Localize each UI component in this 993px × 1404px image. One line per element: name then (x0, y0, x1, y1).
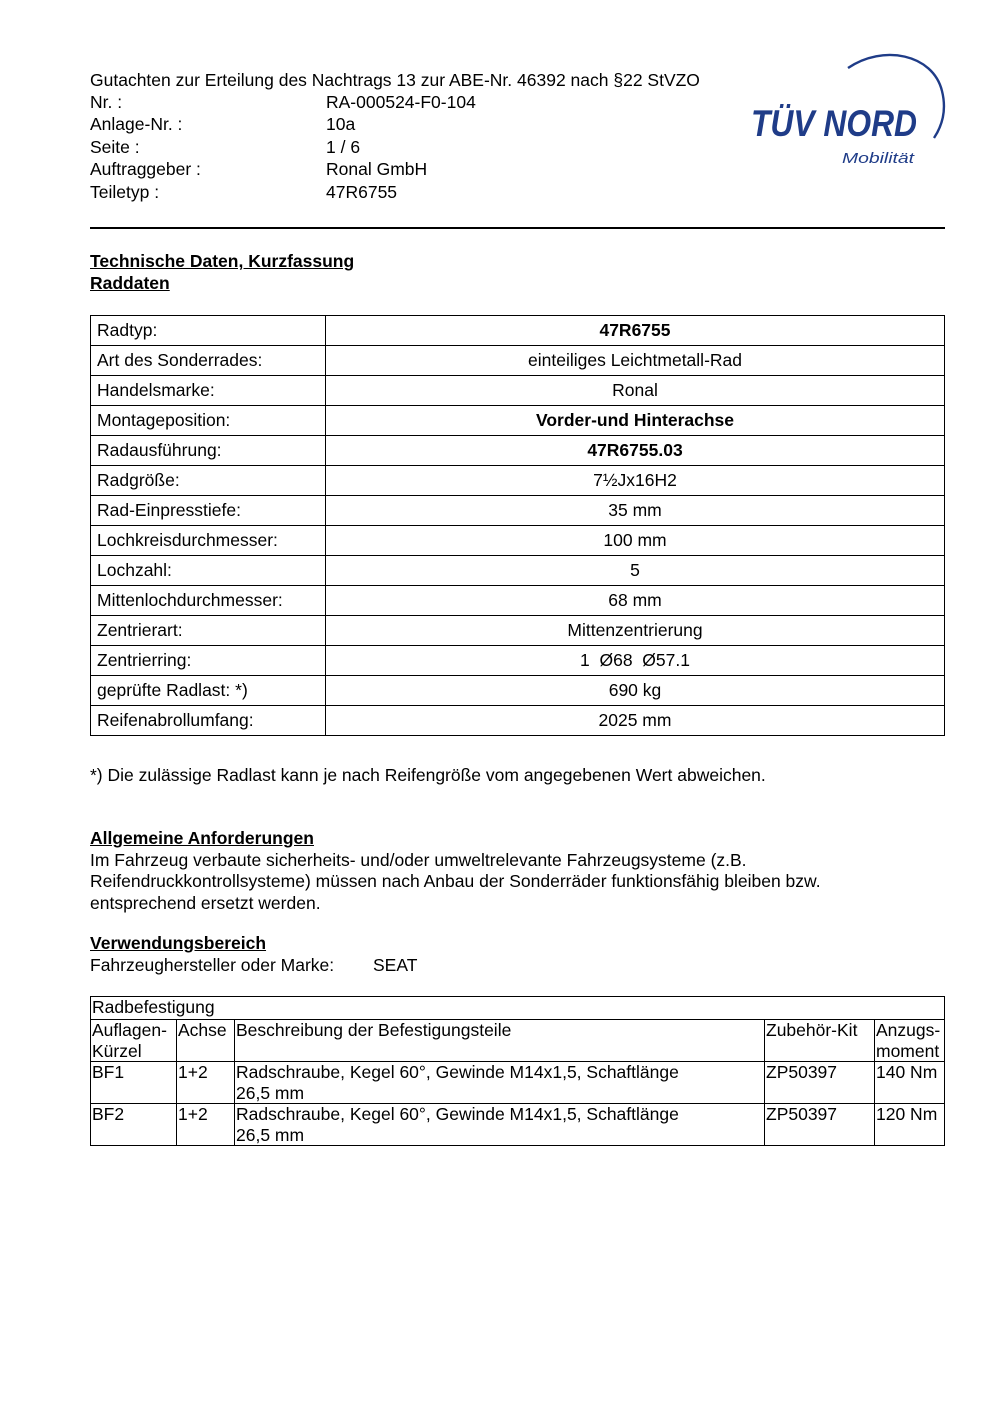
header-line: moment (876, 1040, 940, 1061)
header-field-value: 47R6755 (326, 181, 398, 202)
row-value: 1 Ø68 Ø57.1 (326, 646, 945, 676)
cell-description (235, 1062, 765, 1104)
table-row (91, 616, 945, 646)
row-label: Radausführung: (91, 436, 326, 466)
table-row (91, 316, 945, 346)
header-field-label: Nr. : (90, 91, 123, 112)
row-label: Montageposition: (91, 406, 326, 436)
header-line: Beschreibung der Befestigungsteile (236, 1020, 512, 1040)
row-value: Mittenzentrierung (326, 616, 945, 646)
section-heading-technical: Technische Daten, Kurzfassung (90, 251, 355, 271)
table-row (91, 346, 945, 376)
description-line: Radschraube, Kegel 60°, Gewinde M14x1,5, Schaftlänge (236, 1062, 679, 1082)
paragraph-line: Im Fahrzeug verbaute sicherheits- und/oder umweltrelevante Fahrzeugsysteme (z.B. (90, 849, 747, 870)
table-title: Radbefestigung (91, 997, 945, 1020)
row-label: Radtyp: (91, 316, 326, 346)
row-label: Radgröße: (91, 466, 326, 496)
table-row (91, 466, 945, 496)
header-field-label: Teiletyp : (90, 181, 160, 202)
table-row (91, 646, 945, 676)
wheel-fastening-table (90, 996, 945, 1146)
row-value: 47R6755.03 (326, 436, 945, 466)
general-requirements-section (90, 828, 945, 914)
description-line: 26,5 mm (236, 1124, 305, 1145)
row-value: 68 mm (326, 586, 945, 616)
row-value: 35 mm (326, 496, 945, 526)
table-row (91, 556, 945, 586)
row-value: einteiliges Leichtmetall-Rad (326, 346, 945, 376)
header-line: Achse (178, 1020, 227, 1040)
row-label: Lochkreisdurchmesser: (91, 526, 326, 556)
row-label: geprüfte Radlast: *) (91, 676, 326, 706)
row-value: Vorder-und Hinterachse (326, 406, 945, 436)
header-line: Kürzel (92, 1040, 142, 1061)
table-row (91, 1104, 945, 1146)
header-field-value: 1 / 6 (326, 136, 361, 157)
row-label: Lochzahl: (91, 556, 326, 586)
logo-tagline: Mobilität (842, 150, 916, 167)
table-row (91, 1062, 945, 1104)
table-row (91, 496, 945, 526)
cell-code: BF2 (91, 1104, 177, 1146)
column-header-code (91, 1020, 177, 1062)
cell-kit: ZP50397 (765, 1104, 875, 1146)
row-label: Handelsmarke: (91, 376, 326, 406)
cell-description (235, 1104, 765, 1146)
row-value: Ronal (326, 376, 945, 406)
row-value: 5 (326, 556, 945, 586)
column-header-description (235, 1020, 765, 1062)
logo-brand: TÜV NORD (751, 103, 917, 144)
column-header-torque (875, 1020, 945, 1062)
cell-torque: 120 Nm (875, 1104, 945, 1146)
header-field-teiletyp (90, 182, 945, 205)
header-field-label: Auftraggeber : (90, 159, 201, 179)
table-title-row (91, 997, 945, 1020)
row-value: 690 kg (326, 676, 945, 706)
section-heading-usage: Verwendungsbereich (90, 933, 267, 953)
row-label: Zentrierart: (91, 616, 326, 646)
cell-axle: 1+2 (177, 1062, 235, 1104)
table-row (91, 676, 945, 706)
row-label: Mittenlochdurchmesser: (91, 586, 326, 616)
header-field-value: Ronal GmbH (326, 159, 428, 179)
column-header-kit (765, 1020, 875, 1062)
table-row (91, 376, 945, 406)
table-row (91, 586, 945, 616)
header-field-label: Anlage-Nr. : (90, 114, 183, 134)
header-line: Auflagen- (92, 1020, 167, 1040)
column-header-axle (177, 1020, 235, 1062)
header-line: Anzugs- (876, 1020, 941, 1040)
document-title: Gutachten zur Erteilung des Nachtrags 13 zur ABE-Nr. 46392 nach §22 StVZO (90, 70, 700, 90)
row-label: Zentrierring: (91, 646, 326, 676)
description-line: Radschraube, Kegel 60°, Gewinde M14x1,5, Schaftlänge (236, 1104, 679, 1124)
row-value: 100 mm (326, 526, 945, 556)
vehicle-maker-value: SEAT (373, 954, 418, 975)
header-field-value: 10a (326, 114, 356, 134)
section-heading-raddaten: Raddaten (90, 272, 170, 293)
section-heading-general: Allgemeine Anforderungen (90, 828, 314, 848)
table-row (91, 526, 945, 556)
header-line: Zubehör-Kit (766, 1020, 858, 1040)
cell-code: BF1 (91, 1062, 177, 1104)
table-row (91, 406, 945, 436)
wheel-data-table (90, 315, 945, 736)
cell-kit: ZP50397 (765, 1062, 875, 1104)
header-divider (90, 227, 945, 229)
paragraph-line: entsprechend ersetzt werden. (90, 892, 321, 913)
table-row (91, 436, 945, 466)
header-field-label: Seite : (90, 136, 140, 157)
vehicle-maker-row (90, 955, 945, 977)
usage-section (90, 933, 945, 976)
cell-torque: 140 Nm (875, 1062, 945, 1104)
row-label: Reifenabrollumfang: (91, 706, 326, 736)
row-label: Art des Sonderrades: (91, 346, 326, 376)
row-label: Rad-Einpresstiefe: (91, 496, 326, 526)
row-value: 7½Jx16H2 (326, 466, 945, 496)
paragraph-line: Reifendruckkontrollsysteme) müssen nach Anbau der Sonderräder funktionsfähig bleiben bzw. (90, 871, 821, 891)
row-value: 2025 mm (326, 706, 945, 736)
table-row (91, 706, 945, 736)
radlast-footnote: *) Die zulässige Radlast kann je nach Reifengröße vom angegebenen Wert abweichen. (90, 765, 766, 785)
description-line: 26,5 mm (236, 1082, 305, 1103)
header-field-value: RA-000524-F0-104 (326, 91, 476, 112)
row-value: 47R6755 (326, 316, 945, 346)
technical-headings (90, 251, 945, 294)
vehicle-maker-label: Fahrzeughersteller oder Marke: (90, 954, 335, 975)
tuv-nord-logo (748, 46, 948, 171)
table-header-row (91, 1020, 945, 1062)
cell-axle: 1+2 (177, 1104, 235, 1146)
